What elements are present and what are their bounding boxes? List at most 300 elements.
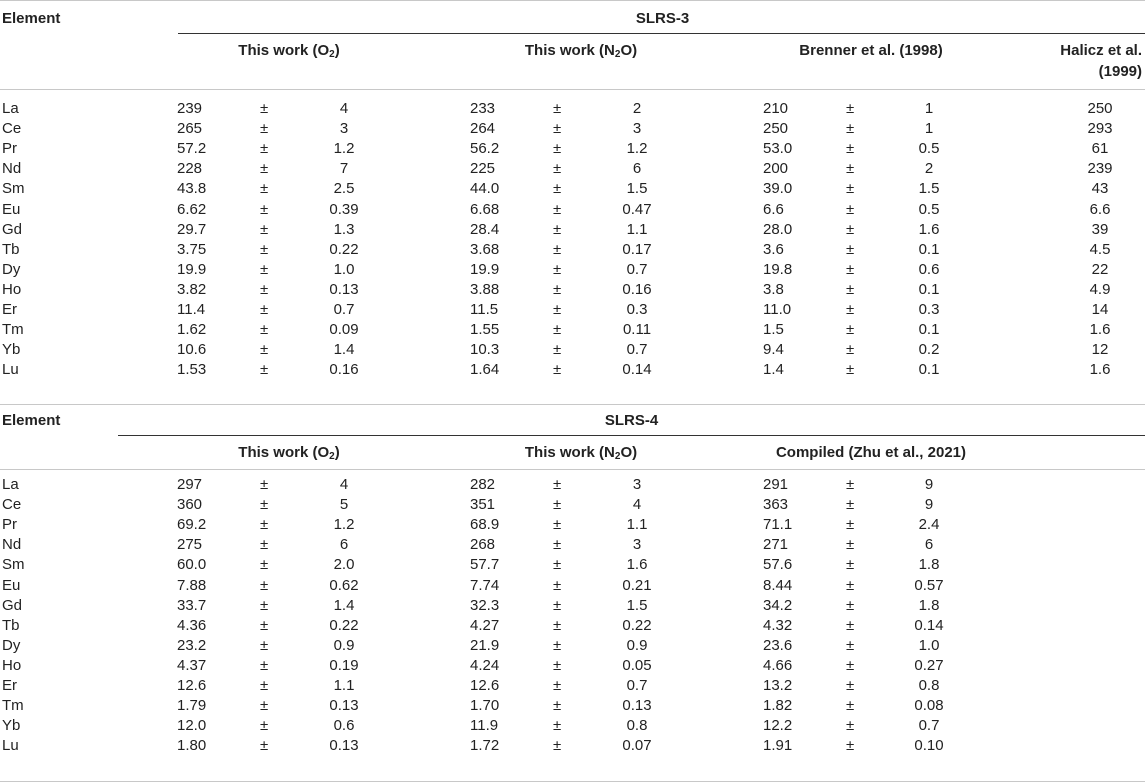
uncertainty-cell: 1 <box>924 100 934 117</box>
value-cell: 228 <box>177 160 203 178</box>
element-cell: Nd <box>2 160 22 178</box>
plus-minus-cell: ± <box>846 321 855 339</box>
value-cell: 363 <box>763 496 789 514</box>
uncertainty-cell: 0.16 <box>329 361 359 379</box>
element-cell: Nd <box>2 536 22 554</box>
uncertainty-cell: 1.2 <box>333 516 355 534</box>
col-header-halicz-line1: Halicz et al. <box>1060 42 1142 59</box>
value-cell: 6.6 <box>763 200 784 218</box>
plus-minus-cell: ± <box>553 260 562 278</box>
col-header-o2: This work $(O_2)$ <box>238 444 340 462</box>
element-cell: Yb <box>2 341 21 359</box>
value-cell: 10.6 <box>177 341 207 359</box>
plus-minus-cell: ± <box>846 200 855 218</box>
plus-minus-cell: ± <box>260 280 269 298</box>
plus-minus-cell: ± <box>846 496 855 514</box>
uncertainty-cell: 1.2 <box>626 140 648 158</box>
uncertainty-cell: 0.6 <box>333 717 355 735</box>
plus-minus-cell: ± <box>846 516 855 534</box>
table-row <box>0 716 1145 737</box>
plus-minus-cell: ± <box>553 220 562 238</box>
plus-minus-cell: ± <box>553 100 562 117</box>
value-cell: 210 <box>763 100 789 117</box>
plus-minus-cell: ± <box>846 576 855 594</box>
element-cell: Lu <box>2 737 19 755</box>
reference-value-cell: 39 <box>1091 220 1109 238</box>
value-cell: 4.36 <box>177 616 207 634</box>
table-row <box>0 576 1145 597</box>
element-cell: Ce <box>2 496 22 514</box>
value-cell: 3.68 <box>470 240 500 258</box>
uncertainty-cell: 1.5 <box>918 180 940 198</box>
plus-minus-cell: ± <box>553 361 562 379</box>
uncertainty-cell: 0.14 <box>622 361 652 379</box>
value-cell: 19.8 <box>763 260 793 278</box>
element-cell: Pr <box>2 140 17 158</box>
uncertainty-cell: 0.7 <box>918 717 940 735</box>
value-cell: 7.88 <box>177 576 207 594</box>
element-cell: Eu <box>2 200 21 218</box>
table-row <box>0 159 1145 180</box>
uncertainty-cell: 0.8 <box>626 717 648 735</box>
table-row <box>0 300 1145 321</box>
uncertainty-cell: 0.11 <box>622 321 652 339</box>
element-cell: Sm <box>2 180 25 198</box>
uncertainty-cell: 0.10 <box>914 737 944 755</box>
plus-minus-cell: ± <box>846 361 855 379</box>
plus-minus-cell: ± <box>553 140 562 158</box>
table-row <box>0 240 1145 261</box>
value-cell: 282 <box>470 476 496 493</box>
uncertainty-cell: 1 <box>924 120 934 138</box>
plus-minus-cell: ± <box>846 280 855 298</box>
plus-minus-cell: ± <box>846 737 855 755</box>
element-cell: Dy <box>2 636 21 654</box>
uncertainty-cell: 1.3 <box>333 220 355 238</box>
uncertainty-cell: 2.4 <box>918 516 940 534</box>
bottom-rule <box>0 781 1145 782</box>
value-cell: 275 <box>177 536 203 554</box>
value-cell: 11.9 <box>470 717 499 735</box>
element-cell: Er <box>2 677 17 694</box>
value-cell: 10.3 <box>470 341 500 359</box>
plus-minus-cell: ± <box>260 200 269 218</box>
element-cell: Ho <box>2 280 22 298</box>
value-cell: 239 <box>177 100 203 117</box>
plus-minus-cell: ± <box>553 200 562 218</box>
reference-value-cell: 293 <box>1087 120 1113 138</box>
plus-minus-cell: ± <box>553 341 562 359</box>
uncertainty-cell: 1.1 <box>626 516 648 534</box>
table-row <box>0 616 1145 637</box>
uncertainty-cell: 0.62 <box>329 576 359 594</box>
value-cell: 3.75 <box>177 240 207 258</box>
uncertainty-cell: 1.1 <box>333 677 355 694</box>
value-cell: 32.3 <box>470 596 500 614</box>
uncertainty-cell: 3 <box>632 120 642 138</box>
top-rule <box>0 404 1145 405</box>
value-cell: 1.82 <box>763 697 793 715</box>
value-cell: 11.4 <box>177 301 206 318</box>
uncertainty-cell: 2.5 <box>333 180 355 198</box>
plus-minus-cell: ± <box>846 180 855 198</box>
plus-minus-cell: ± <box>553 120 562 138</box>
plus-minus-cell: ± <box>260 596 269 614</box>
uncertainty-cell: 0.9 <box>626 636 648 654</box>
reference-value-cell: 250 <box>1087 100 1113 117</box>
table-row <box>0 736 1145 757</box>
value-cell: 13.2 <box>763 677 793 694</box>
top-rule <box>0 0 1145 1</box>
uncertainty-cell: 9 <box>924 476 934 493</box>
plus-minus-cell: ± <box>553 536 562 554</box>
element-cell: Eu <box>2 576 21 594</box>
plus-minus-cell: ± <box>553 596 562 614</box>
plus-minus-cell: ± <box>553 556 562 574</box>
value-cell: 11.5 <box>470 301 499 318</box>
value-cell: 1.4 <box>763 361 784 379</box>
plus-minus-cell: ± <box>553 677 562 694</box>
value-cell: 1.79 <box>177 697 207 715</box>
plus-minus-cell: ± <box>260 100 269 117</box>
uncertainty-cell: 0.22 <box>622 616 652 634</box>
value-cell: 1.72 <box>470 737 500 755</box>
plus-minus-cell: ± <box>846 220 855 238</box>
plus-minus-cell: ± <box>260 616 269 634</box>
uncertainty-cell: 0.21 <box>622 576 652 594</box>
plus-minus-cell: ± <box>553 496 562 514</box>
element-cell: Lu <box>2 361 19 379</box>
element-cell: Dy <box>2 260 21 278</box>
plus-minus-cell: ± <box>260 717 269 735</box>
uncertainty-cell: 1.4 <box>333 596 355 614</box>
plus-minus-cell: ± <box>260 697 269 715</box>
table-slrs4 <box>0 404 1145 783</box>
plus-minus-cell: ± <box>846 677 855 694</box>
value-cell: 3.88 <box>470 280 500 298</box>
value-cell: 19.9 <box>177 260 207 278</box>
element-cell: Sm <box>2 556 25 574</box>
reference-value-cell: 61 <box>1091 140 1109 158</box>
value-cell: 264 <box>470 120 496 138</box>
uncertainty-cell: 0.1 <box>918 361 940 379</box>
element-cell: Ce <box>2 120 22 138</box>
uncertainty-cell: 0.7 <box>333 301 355 318</box>
plus-minus-cell: ± <box>553 717 562 735</box>
plus-minus-cell: ± <box>553 180 562 198</box>
plus-minus-cell: ± <box>846 120 855 138</box>
plus-minus-cell: ± <box>846 341 855 359</box>
uncertainty-cell: 0.13 <box>329 280 359 298</box>
plus-minus-cell: ± <box>260 656 269 674</box>
table-row <box>0 119 1145 140</box>
plus-minus-cell: ± <box>846 476 855 493</box>
element-cell: Pr <box>2 516 17 534</box>
value-cell: 9.4 <box>763 341 784 359</box>
uncertainty-cell: 9 <box>924 496 934 514</box>
uncertainty-cell: 3 <box>632 536 642 554</box>
value-cell: 297 <box>177 476 203 493</box>
element-cell: Er <box>2 301 17 318</box>
plus-minus-cell: ± <box>846 596 855 614</box>
value-cell: 60.0 <box>177 556 207 574</box>
uncertainty-cell: 0.5 <box>918 200 940 218</box>
uncertainty-cell: 0.08 <box>914 697 944 715</box>
group-title: SLRS-3 <box>635 10 690 27</box>
uncertainty-cell: 1.6 <box>918 220 940 238</box>
value-cell: 44.0 <box>470 180 500 198</box>
table-row <box>0 656 1145 677</box>
value-cell: 57.7 <box>470 556 500 574</box>
table-row <box>0 99 1145 120</box>
plus-minus-cell: ± <box>260 301 269 318</box>
uncertainty-cell: 1.1 <box>626 220 648 238</box>
plus-minus-cell: ± <box>260 120 269 138</box>
value-cell: 1.70 <box>470 697 500 715</box>
plus-minus-cell: ± <box>846 616 855 634</box>
uncertainty-cell: 0.3 <box>918 301 940 318</box>
plus-minus-cell: ± <box>260 321 269 339</box>
plus-minus-cell: ± <box>846 160 855 178</box>
plus-minus-cell: ± <box>553 636 562 654</box>
table-row <box>0 475 1145 496</box>
reference-value-cell: 12 <box>1091 341 1109 359</box>
value-cell: 268 <box>470 536 496 554</box>
uncertainty-cell: 0.22 <box>329 240 359 258</box>
uncertainty-cell: 0.7 <box>626 341 648 359</box>
uncertainty-cell: 0.09 <box>329 321 359 339</box>
reference-value-cell: 4.5 <box>1089 240 1111 258</box>
uncertainty-cell: 0.7 <box>626 677 648 694</box>
plus-minus-cell: ± <box>846 536 855 554</box>
plus-minus-cell: ± <box>260 240 269 258</box>
value-cell: 1.91 <box>763 737 793 755</box>
uncertainty-cell: 0.57 <box>914 576 944 594</box>
value-cell: 34.2 <box>763 596 793 614</box>
table-row <box>0 340 1145 361</box>
value-cell: 71.1 <box>763 516 793 534</box>
element-cell: Tm <box>2 321 24 339</box>
uncertainty-cell: 1.5 <box>626 180 648 198</box>
uncertainty-cell: 0.13 <box>622 697 652 715</box>
plus-minus-cell: ± <box>846 697 855 715</box>
uncertainty-cell: 0.1 <box>918 280 940 298</box>
value-cell: 265 <box>177 120 203 138</box>
value-cell: 4.24 <box>470 656 500 674</box>
uncertainty-cell: 5 <box>339 496 349 514</box>
plus-minus-cell: ± <box>553 737 562 755</box>
table-row <box>0 220 1145 241</box>
uncertainty-cell: 1.0 <box>918 636 940 654</box>
value-cell: 8.44 <box>763 576 793 594</box>
plus-minus-cell: ± <box>260 140 269 158</box>
value-cell: 250 <box>763 120 789 138</box>
reference-value-cell: 1.6 <box>1089 321 1111 339</box>
uncertainty-cell: 0.1 <box>918 240 940 258</box>
plus-minus-cell: ± <box>553 476 562 493</box>
plus-minus-cell: ± <box>846 556 855 574</box>
table-row <box>0 179 1145 200</box>
value-cell: 360 <box>177 496 203 514</box>
uncertainty-cell: 1.6 <box>626 556 648 574</box>
uncertainty-cell: 0.3 <box>626 301 648 318</box>
value-cell: 6.62 <box>177 200 207 218</box>
value-cell: 200 <box>763 160 789 178</box>
uncertainty-cell: 6 <box>924 536 934 554</box>
value-cell: 69.2 <box>177 516 207 534</box>
uncertainty-cell: 0.07 <box>622 737 652 755</box>
value-cell: 3.8 <box>763 280 784 298</box>
value-cell: 1.55 <box>470 321 500 339</box>
value-cell: 3.6 <box>763 240 784 258</box>
value-cell: 233 <box>470 100 496 117</box>
plus-minus-cell: ± <box>260 677 269 694</box>
uncertainty-cell: 0.8 <box>918 677 940 694</box>
plus-minus-cell: ± <box>553 280 562 298</box>
plus-minus-cell: ± <box>260 180 269 198</box>
uncertainty-cell: 1.0 <box>333 260 355 278</box>
value-cell: 12.2 <box>763 717 793 735</box>
uncertainty-cell: 0.7 <box>626 260 648 278</box>
plus-minus-cell: ± <box>846 301 855 318</box>
value-cell: 28.4 <box>470 220 500 238</box>
value-cell: 7.74 <box>470 576 500 594</box>
plus-minus-cell: ± <box>846 240 855 258</box>
uncertainty-cell: 0.22 <box>329 616 359 634</box>
plus-minus-cell: ± <box>260 476 269 493</box>
plus-minus-cell: ± <box>260 737 269 755</box>
element-cell: Yb <box>2 717 21 735</box>
plus-minus-cell: ± <box>260 361 269 379</box>
uncertainty-cell: 3 <box>339 120 349 138</box>
reference-value-cell: 239 <box>1087 160 1113 178</box>
table-row <box>0 495 1145 516</box>
plus-minus-cell: ± <box>846 717 855 735</box>
value-cell: 6.68 <box>470 200 500 218</box>
uncertainty-cell: 0.19 <box>329 656 359 674</box>
uncertainty-cell: 0.47 <box>622 200 652 218</box>
table-row <box>0 596 1145 617</box>
value-cell: 19.9 <box>470 260 500 278</box>
uncertainty-cell: 1.8 <box>918 556 940 574</box>
uncertainty-cell: 0.14 <box>914 616 944 634</box>
table-row <box>0 636 1145 657</box>
element-cell: Ho <box>2 656 22 674</box>
plus-minus-cell: ± <box>846 636 855 654</box>
value-cell: 1.80 <box>177 737 207 755</box>
uncertainty-cell: 1.5 <box>626 596 648 614</box>
value-cell: 68.9 <box>470 516 500 534</box>
uncertainty-cell: 6 <box>339 536 349 554</box>
value-cell: 271 <box>763 536 789 554</box>
plus-minus-cell: ± <box>553 616 562 634</box>
reference-value-cell: 1.6 <box>1089 361 1111 379</box>
uncertainty-cell: 1.2 <box>333 140 355 158</box>
uncertainty-cell: 0.16 <box>622 280 652 298</box>
col-header-o2: This work $(O_2)$ <box>238 42 340 60</box>
plus-minus-cell: ± <box>553 516 562 534</box>
uncertainty-cell: 0.05 <box>622 656 652 674</box>
value-cell: 33.7 <box>177 596 207 614</box>
plus-minus-cell: ± <box>260 516 269 534</box>
uncertainty-cell: 0.2 <box>918 341 940 359</box>
header-rule <box>0 89 1145 90</box>
plus-minus-cell: ± <box>260 556 269 574</box>
value-cell: 1.62 <box>177 321 207 339</box>
table-row <box>0 515 1145 536</box>
value-cell: 56.2 <box>470 140 500 158</box>
table-row <box>0 676 1145 697</box>
value-cell: 225 <box>470 160 496 178</box>
col-header-n2o: This work $(N_2O)$ <box>524 444 638 462</box>
uncertainty-cell: 0.9 <box>333 636 355 654</box>
plus-minus-cell: ± <box>846 100 855 117</box>
plus-minus-cell: ± <box>846 656 855 674</box>
value-cell: 291 <box>763 476 789 493</box>
col-header-n2o: This work $(N_2O)$ <box>524 42 638 60</box>
value-cell: 28.0 <box>763 220 793 238</box>
reference-value-cell: 14 <box>1091 301 1109 318</box>
uncertainty-cell: 0.13 <box>329 737 359 755</box>
plus-minus-cell: ± <box>553 656 562 674</box>
col-header-halicz-line2: (1999) <box>1098 63 1142 80</box>
element-cell: Gd <box>2 596 23 614</box>
value-cell: 12.6 <box>177 677 207 694</box>
value-cell: 12.6 <box>470 677 500 694</box>
value-cell: 351 <box>470 496 496 514</box>
header-rule <box>0 469 1145 470</box>
element-cell: Tb <box>2 240 20 258</box>
table-row <box>0 260 1145 281</box>
plus-minus-cell: ± <box>260 341 269 359</box>
element-cell: La <box>2 476 19 493</box>
value-cell: 29.7 <box>177 220 207 238</box>
element-cell: Tb <box>2 616 20 634</box>
reference-value-cell: 22 <box>1091 260 1109 278</box>
plus-minus-cell: ± <box>553 160 562 178</box>
col-header-compiled: Compiled (Zhu et al., 2021) <box>775 444 967 461</box>
uncertainty-cell: 4 <box>339 100 349 117</box>
uncertainty-cell: 2 <box>632 100 642 117</box>
col-header-brenner: Brenner et al. (1998) <box>799 42 943 59</box>
reference-value-cell: 4.9 <box>1089 280 1111 298</box>
uncertainty-cell: 7 <box>339 160 349 178</box>
uncertainty-cell: 0.5 <box>918 140 940 158</box>
uncertainty-cell: 0.39 <box>329 200 359 218</box>
value-cell: 4.27 <box>470 616 500 634</box>
uncertainty-cell: 4 <box>632 496 642 514</box>
plus-minus-cell: ± <box>553 321 562 339</box>
table-row <box>0 535 1145 556</box>
value-cell: 23.2 <box>177 636 207 654</box>
uncertainty-cell: 6 <box>632 160 642 178</box>
reference-value-cell: 43 <box>1091 180 1109 198</box>
plus-minus-cell: ± <box>260 160 269 178</box>
uncertainty-cell: 0.13 <box>329 697 359 715</box>
value-cell: 53.0 <box>763 140 793 158</box>
value-cell: 3.82 <box>177 280 207 298</box>
plus-minus-cell: ± <box>553 301 562 318</box>
table-row <box>0 200 1145 221</box>
value-cell: 43.8 <box>177 180 207 198</box>
value-cell: 4.66 <box>763 656 793 674</box>
uncertainty-cell: 1.4 <box>333 341 355 359</box>
value-cell: 4.37 <box>177 656 207 674</box>
element-cell: Tm <box>2 697 24 715</box>
plus-minus-cell: ± <box>846 140 855 158</box>
uncertainty-cell: 0.27 <box>914 656 944 674</box>
group-rule <box>178 33 1145 34</box>
